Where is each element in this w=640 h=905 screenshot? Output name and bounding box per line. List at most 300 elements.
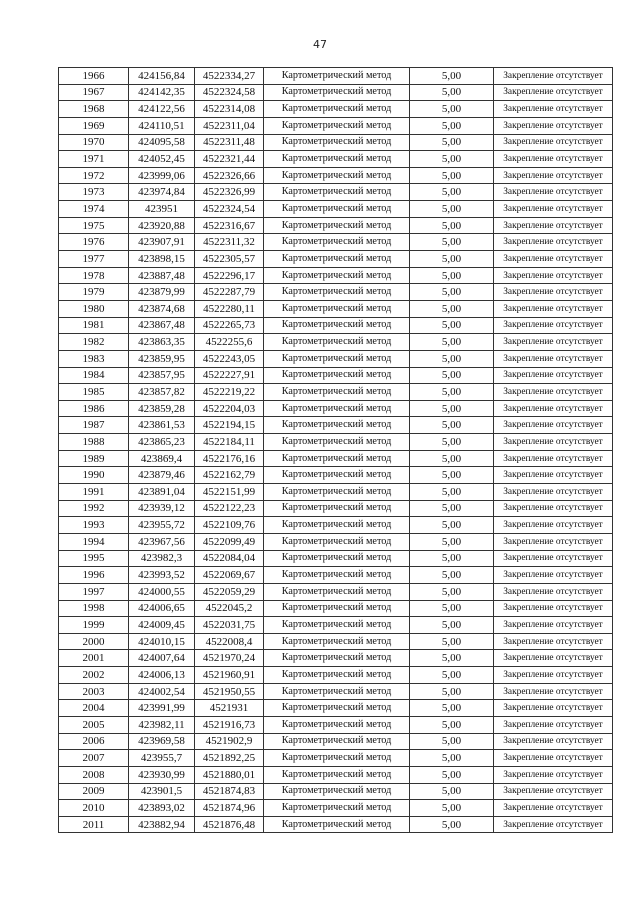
table-row [59, 434, 613, 451]
point-number-cell: 2007 [59, 750, 129, 767]
point-number-cell: 1970 [59, 134, 129, 151]
x-coordinate-cell: 423859,28 [129, 400, 195, 417]
fixation-cell: Закрепление отсутствует [494, 567, 613, 584]
x-coordinate-cell: 423887,48 [129, 267, 195, 284]
y-coordinate-cell: 4522324,58 [195, 84, 264, 101]
method-cell: Картометрический метод [264, 800, 410, 817]
x-coordinate-cell: 423967,56 [129, 533, 195, 550]
table-row [59, 84, 613, 101]
y-coordinate-cell: 4522162,79 [195, 467, 264, 484]
x-coordinate-cell: 423898,15 [129, 251, 195, 268]
y-coordinate-cell: 4522204,03 [195, 400, 264, 417]
method-cell: Картометрический метод [264, 117, 410, 134]
x-coordinate-cell: 424142,35 [129, 84, 195, 101]
x-coordinate-cell: 424007,64 [129, 650, 195, 667]
accuracy-cell: 5,00 [410, 217, 494, 234]
fixation-cell: Закрепление отсутствует [494, 400, 613, 417]
fixation-cell: Закрепление отсутствует [494, 600, 613, 617]
table-row [59, 450, 613, 467]
accuracy-cell: 5,00 [410, 517, 494, 534]
table-row [59, 750, 613, 767]
fixation-cell: Закрепление отсутствует [494, 434, 613, 451]
point-number-cell: 1994 [59, 533, 129, 550]
accuracy-cell: 5,00 [410, 550, 494, 567]
fixation-cell: Закрепление отсутствует [494, 650, 613, 667]
x-coordinate-cell: 423951 [129, 201, 195, 218]
fixation-cell: Закрепление отсутствует [494, 117, 613, 134]
y-coordinate-cell: 4522311,48 [195, 134, 264, 151]
accuracy-cell: 5,00 [410, 650, 494, 667]
fixation-cell: Закрепление отсутствует [494, 500, 613, 517]
coordinates-table-body [59, 68, 613, 833]
y-coordinate-cell: 4522099,49 [195, 533, 264, 550]
fixation-cell: Закрепление отсутствует [494, 800, 613, 817]
accuracy-cell: 5,00 [410, 733, 494, 750]
accuracy-cell: 5,00 [410, 434, 494, 451]
accuracy-cell: 5,00 [410, 533, 494, 550]
method-cell: Картометрический метод [264, 201, 410, 218]
y-coordinate-cell: 4522122,23 [195, 500, 264, 517]
method-cell: Картометрический метод [264, 633, 410, 650]
point-number-cell: 1969 [59, 117, 129, 134]
point-number-cell: 1991 [59, 484, 129, 501]
method-cell: Картометрический метод [264, 683, 410, 700]
y-coordinate-cell: 4522311,32 [195, 234, 264, 251]
point-number-cell: 1983 [59, 350, 129, 367]
coordinates-table [58, 67, 613, 833]
point-number-cell: 1976 [59, 234, 129, 251]
y-coordinate-cell: 4521916,73 [195, 716, 264, 733]
point-number-cell: 1971 [59, 151, 129, 168]
y-coordinate-cell: 4521970,24 [195, 650, 264, 667]
table-row [59, 217, 613, 234]
point-number-cell: 2003 [59, 683, 129, 700]
y-coordinate-cell: 4521874,96 [195, 800, 264, 817]
accuracy-cell: 5,00 [410, 317, 494, 334]
accuracy-cell: 5,00 [410, 783, 494, 800]
fixation-cell: Закрепление отсутствует [494, 417, 613, 434]
point-number-cell: 1990 [59, 467, 129, 484]
accuracy-cell: 5,00 [410, 400, 494, 417]
accuracy-cell: 5,00 [410, 367, 494, 384]
method-cell: Картометрический метод [264, 184, 410, 201]
point-number-cell: 2008 [59, 766, 129, 783]
method-cell: Картометрический метод [264, 167, 410, 184]
table-row [59, 367, 613, 384]
x-coordinate-cell: 423999,06 [129, 167, 195, 184]
x-coordinate-cell: 423901,5 [129, 783, 195, 800]
accuracy-cell: 5,00 [410, 750, 494, 767]
x-coordinate-cell: 423857,95 [129, 367, 195, 384]
table-row [59, 201, 613, 218]
fixation-cell: Закрепление отсутствует [494, 267, 613, 284]
y-coordinate-cell: 4522031,75 [195, 617, 264, 634]
method-cell: Картометрический метод [264, 151, 410, 168]
page-number: 47 [313, 38, 327, 51]
x-coordinate-cell: 423955,7 [129, 750, 195, 767]
point-number-cell: 1997 [59, 583, 129, 600]
x-coordinate-cell: 424010,15 [129, 633, 195, 650]
method-cell: Картометрический метод [264, 217, 410, 234]
table-row [59, 117, 613, 134]
fixation-cell: Закрепление отсутствует [494, 467, 613, 484]
fixation-cell: Закрепление отсутствует [494, 384, 613, 401]
method-cell: Картометрический метод [264, 550, 410, 567]
point-number-cell: 2010 [59, 800, 129, 817]
x-coordinate-cell: 424156,84 [129, 68, 195, 85]
x-coordinate-cell: 423993,52 [129, 567, 195, 584]
accuracy-cell: 5,00 [410, 500, 494, 517]
method-cell: Картометрический метод [264, 68, 410, 85]
x-coordinate-cell: 423859,95 [129, 350, 195, 367]
accuracy-cell: 5,00 [410, 716, 494, 733]
method-cell: Картометрический метод [264, 816, 410, 833]
x-coordinate-cell: 423982,11 [129, 716, 195, 733]
accuracy-cell: 5,00 [410, 816, 494, 833]
point-number-cell: 1967 [59, 84, 129, 101]
table-row [59, 617, 613, 634]
point-number-cell: 1977 [59, 251, 129, 268]
method-cell: Картометрический метод [264, 317, 410, 334]
accuracy-cell: 5,00 [410, 800, 494, 817]
fixation-cell: Закрепление отсутствует [494, 284, 613, 301]
x-coordinate-cell: 423907,91 [129, 234, 195, 251]
point-number-cell: 1974 [59, 201, 129, 218]
accuracy-cell: 5,00 [410, 267, 494, 284]
y-coordinate-cell: 4522151,99 [195, 484, 264, 501]
method-cell: Картометрический метод [264, 716, 410, 733]
fixation-cell: Закрепление отсутствует [494, 633, 613, 650]
fixation-cell: Закрепление отсутствует [494, 184, 613, 201]
table-row [59, 417, 613, 434]
table-row [59, 317, 613, 334]
fixation-cell: Закрепление отсутствует [494, 251, 613, 268]
x-coordinate-cell: 424002,54 [129, 683, 195, 700]
table-row [59, 766, 613, 783]
y-coordinate-cell: 4522334,27 [195, 68, 264, 85]
x-coordinate-cell: 424000,55 [129, 583, 195, 600]
point-number-cell: 1981 [59, 317, 129, 334]
point-number-cell: 2004 [59, 700, 129, 717]
table-row [59, 816, 613, 833]
method-cell: Картометрический метод [264, 284, 410, 301]
method-cell: Картометрический метод [264, 583, 410, 600]
table-row [59, 267, 613, 284]
fixation-cell: Закрепление отсутствует [494, 716, 613, 733]
y-coordinate-cell: 4521931 [195, 700, 264, 717]
point-number-cell: 1973 [59, 184, 129, 201]
table-row [59, 700, 613, 717]
y-coordinate-cell: 4521874,83 [195, 783, 264, 800]
accuracy-cell: 5,00 [410, 484, 494, 501]
point-number-cell: 1982 [59, 334, 129, 351]
fixation-cell: Закрепление отсутствует [494, 317, 613, 334]
table-row [59, 184, 613, 201]
accuracy-cell: 5,00 [410, 350, 494, 367]
fixation-cell: Закрепление отсутствует [494, 84, 613, 101]
x-coordinate-cell: 423939,12 [129, 500, 195, 517]
x-coordinate-cell: 424122,56 [129, 101, 195, 118]
y-coordinate-cell: 4522265,73 [195, 317, 264, 334]
x-coordinate-cell: 423930,99 [129, 766, 195, 783]
table-row [59, 101, 613, 118]
fixation-cell: Закрепление отсутствует [494, 617, 613, 634]
accuracy-cell: 5,00 [410, 84, 494, 101]
accuracy-cell: 5,00 [410, 617, 494, 634]
x-coordinate-cell: 424052,45 [129, 151, 195, 168]
method-cell: Картометрический метод [264, 234, 410, 251]
point-number-cell: 2006 [59, 733, 129, 750]
table-row [59, 500, 613, 517]
point-number-cell: 1985 [59, 384, 129, 401]
point-number-cell: 1998 [59, 600, 129, 617]
point-number-cell: 1993 [59, 517, 129, 534]
method-cell: Картометрический метод [264, 251, 410, 268]
y-coordinate-cell: 4521880,01 [195, 766, 264, 783]
y-coordinate-cell: 4522321,44 [195, 151, 264, 168]
accuracy-cell: 5,00 [410, 300, 494, 317]
accuracy-cell: 5,00 [410, 117, 494, 134]
table-row [59, 251, 613, 268]
x-coordinate-cell: 424095,58 [129, 134, 195, 151]
x-coordinate-cell: 423969,58 [129, 733, 195, 750]
x-coordinate-cell: 423865,23 [129, 434, 195, 451]
point-number-cell: 2005 [59, 716, 129, 733]
y-coordinate-cell: 4522324,54 [195, 201, 264, 218]
fixation-cell: Закрепление отсутствует [494, 484, 613, 501]
method-cell: Картометрический метод [264, 517, 410, 534]
x-coordinate-cell: 423861,53 [129, 417, 195, 434]
y-coordinate-cell: 4522316,67 [195, 217, 264, 234]
point-number-cell: 1966 [59, 68, 129, 85]
table-row [59, 300, 613, 317]
y-coordinate-cell: 4522084,04 [195, 550, 264, 567]
table-row [59, 400, 613, 417]
point-number-cell: 1988 [59, 434, 129, 451]
table-row [59, 650, 613, 667]
fixation-cell: Закрепление отсутствует [494, 667, 613, 684]
x-coordinate-cell: 423869,4 [129, 450, 195, 467]
y-coordinate-cell: 4522326,66 [195, 167, 264, 184]
fixation-cell: Закрепление отсутствует [494, 68, 613, 85]
table-row [59, 683, 613, 700]
fixation-cell: Закрепление отсутствует [494, 450, 613, 467]
method-cell: Картометрический метод [264, 533, 410, 550]
x-coordinate-cell: 423955,72 [129, 517, 195, 534]
x-coordinate-cell: 424110,51 [129, 117, 195, 134]
table-row [59, 284, 613, 301]
accuracy-cell: 5,00 [410, 134, 494, 151]
method-cell: Картометрический метод [264, 766, 410, 783]
x-coordinate-cell: 423857,82 [129, 384, 195, 401]
y-coordinate-cell: 4522219,22 [195, 384, 264, 401]
accuracy-cell: 5,00 [410, 68, 494, 85]
fixation-cell: Закрепление отсутствует [494, 300, 613, 317]
x-coordinate-cell: 423893,02 [129, 800, 195, 817]
table-row [59, 800, 613, 817]
y-coordinate-cell: 4521950,55 [195, 683, 264, 700]
method-cell: Картометрический метод [264, 700, 410, 717]
method-cell: Картометрический метод [264, 600, 410, 617]
table-row [59, 234, 613, 251]
method-cell: Картометрический метод [264, 101, 410, 118]
accuracy-cell: 5,00 [410, 467, 494, 484]
fixation-cell: Закрепление отсутствует [494, 101, 613, 118]
point-number-cell: 1980 [59, 300, 129, 317]
fixation-cell: Закрепление отсутствует [494, 583, 613, 600]
fixation-cell: Закрепление отсутствует [494, 700, 613, 717]
method-cell: Картометрический метод [264, 667, 410, 684]
method-cell: Картометрический метод [264, 733, 410, 750]
table-row [59, 151, 613, 168]
accuracy-cell: 5,00 [410, 184, 494, 201]
accuracy-cell: 5,00 [410, 633, 494, 650]
y-coordinate-cell: 4522069,67 [195, 567, 264, 584]
y-coordinate-cell: 4522243,05 [195, 350, 264, 367]
fixation-cell: Закрепление отсутствует [494, 766, 613, 783]
accuracy-cell: 5,00 [410, 167, 494, 184]
table-row [59, 167, 613, 184]
table-row [59, 550, 613, 567]
method-cell: Картометрический метод [264, 367, 410, 384]
accuracy-cell: 5,00 [410, 251, 494, 268]
x-coordinate-cell: 424006,13 [129, 667, 195, 684]
accuracy-cell: 5,00 [410, 600, 494, 617]
table-row [59, 517, 613, 534]
accuracy-cell: 5,00 [410, 334, 494, 351]
method-cell: Картометрический метод [264, 450, 410, 467]
point-number-cell: 1984 [59, 367, 129, 384]
y-coordinate-cell: 4522008,4 [195, 633, 264, 650]
fixation-cell: Закрепление отсутствует [494, 234, 613, 251]
x-coordinate-cell: 423991,99 [129, 700, 195, 717]
method-cell: Картометрический метод [264, 467, 410, 484]
table-row [59, 583, 613, 600]
fixation-cell: Закрепление отсутствует [494, 350, 613, 367]
point-number-cell: 1968 [59, 101, 129, 118]
point-number-cell: 1995 [59, 550, 129, 567]
accuracy-cell: 5,00 [410, 101, 494, 118]
method-cell: Картометрический метод [264, 384, 410, 401]
table-row [59, 783, 613, 800]
method-cell: Картометрический метод [264, 650, 410, 667]
x-coordinate-cell: 423867,48 [129, 317, 195, 334]
fixation-cell: Закрепление отсутствует [494, 334, 613, 351]
fixation-cell: Закрепление отсутствует [494, 550, 613, 567]
x-coordinate-cell: 424009,45 [129, 617, 195, 634]
x-coordinate-cell: 423863,35 [129, 334, 195, 351]
table-row [59, 68, 613, 85]
point-number-cell: 1987 [59, 417, 129, 434]
method-cell: Картометрический метод [264, 434, 410, 451]
y-coordinate-cell: 4522176,16 [195, 450, 264, 467]
point-number-cell: 2009 [59, 783, 129, 800]
x-coordinate-cell: 424006,65 [129, 600, 195, 617]
accuracy-cell: 5,00 [410, 284, 494, 301]
y-coordinate-cell: 4522296,17 [195, 267, 264, 284]
fixation-cell: Закрепление отсутствует [494, 683, 613, 700]
table-row [59, 384, 613, 401]
point-number-cell: 1992 [59, 500, 129, 517]
table-row [59, 334, 613, 351]
fixation-cell: Закрепление отсутствует [494, 167, 613, 184]
method-cell: Картометрический метод [264, 417, 410, 434]
table-row [59, 467, 613, 484]
y-coordinate-cell: 4522326,99 [195, 184, 264, 201]
point-number-cell: 1996 [59, 567, 129, 584]
accuracy-cell: 5,00 [410, 683, 494, 700]
x-coordinate-cell: 423982,3 [129, 550, 195, 567]
y-coordinate-cell: 4522194,15 [195, 417, 264, 434]
accuracy-cell: 5,00 [410, 417, 494, 434]
y-coordinate-cell: 4522255,6 [195, 334, 264, 351]
point-number-cell: 1989 [59, 450, 129, 467]
accuracy-cell: 5,00 [410, 151, 494, 168]
method-cell: Картометрический метод [264, 783, 410, 800]
y-coordinate-cell: 4522311,04 [195, 117, 264, 134]
y-coordinate-cell: 4522184,11 [195, 434, 264, 451]
y-coordinate-cell: 4522227,91 [195, 367, 264, 384]
fixation-cell: Закрепление отсутствует [494, 533, 613, 550]
fixation-cell: Закрепление отсутствует [494, 816, 613, 833]
fixation-cell: Закрепление отсутствует [494, 783, 613, 800]
x-coordinate-cell: 423974,84 [129, 184, 195, 201]
fixation-cell: Закрепление отсутствует [494, 750, 613, 767]
table-row [59, 716, 613, 733]
table-row [59, 134, 613, 151]
method-cell: Картометрический метод [264, 484, 410, 501]
y-coordinate-cell: 4521902,9 [195, 733, 264, 750]
table-row [59, 733, 613, 750]
y-coordinate-cell: 4522287,79 [195, 284, 264, 301]
table-row [59, 567, 613, 584]
table-row [59, 484, 613, 501]
x-coordinate-cell: 423879,46 [129, 467, 195, 484]
table-row [59, 533, 613, 550]
fixation-cell: Закрепление отсутствует [494, 201, 613, 218]
method-cell: Картометрический метод [264, 267, 410, 284]
x-coordinate-cell: 423882,94 [129, 816, 195, 833]
point-number-cell: 2001 [59, 650, 129, 667]
y-coordinate-cell: 4521876,48 [195, 816, 264, 833]
table-row [59, 600, 613, 617]
method-cell: Картометрический метод [264, 334, 410, 351]
y-coordinate-cell: 4521960,91 [195, 667, 264, 684]
method-cell: Картометрический метод [264, 300, 410, 317]
accuracy-cell: 5,00 [410, 201, 494, 218]
fixation-cell: Закрепление отсутствует [494, 151, 613, 168]
point-number-cell: 1986 [59, 400, 129, 417]
point-number-cell: 2000 [59, 633, 129, 650]
accuracy-cell: 5,00 [410, 567, 494, 584]
fixation-cell: Закрепление отсутствует [494, 733, 613, 750]
x-coordinate-cell: 423891,04 [129, 484, 195, 501]
point-number-cell: 2011 [59, 816, 129, 833]
method-cell: Картометрический метод [264, 400, 410, 417]
accuracy-cell: 5,00 [410, 234, 494, 251]
fixation-cell: Закрепление отсутствует [494, 517, 613, 534]
x-coordinate-cell: 423879,99 [129, 284, 195, 301]
accuracy-cell: 5,00 [410, 667, 494, 684]
point-number-cell: 1975 [59, 217, 129, 234]
point-number-cell: 2002 [59, 667, 129, 684]
fixation-cell: Закрепление отсутствует [494, 217, 613, 234]
y-coordinate-cell: 4522059,29 [195, 583, 264, 600]
y-coordinate-cell: 4522280,11 [195, 300, 264, 317]
method-cell: Картометрический метод [264, 617, 410, 634]
fixation-cell: Закрепление отсутствует [494, 367, 613, 384]
y-coordinate-cell: 4522109,76 [195, 517, 264, 534]
